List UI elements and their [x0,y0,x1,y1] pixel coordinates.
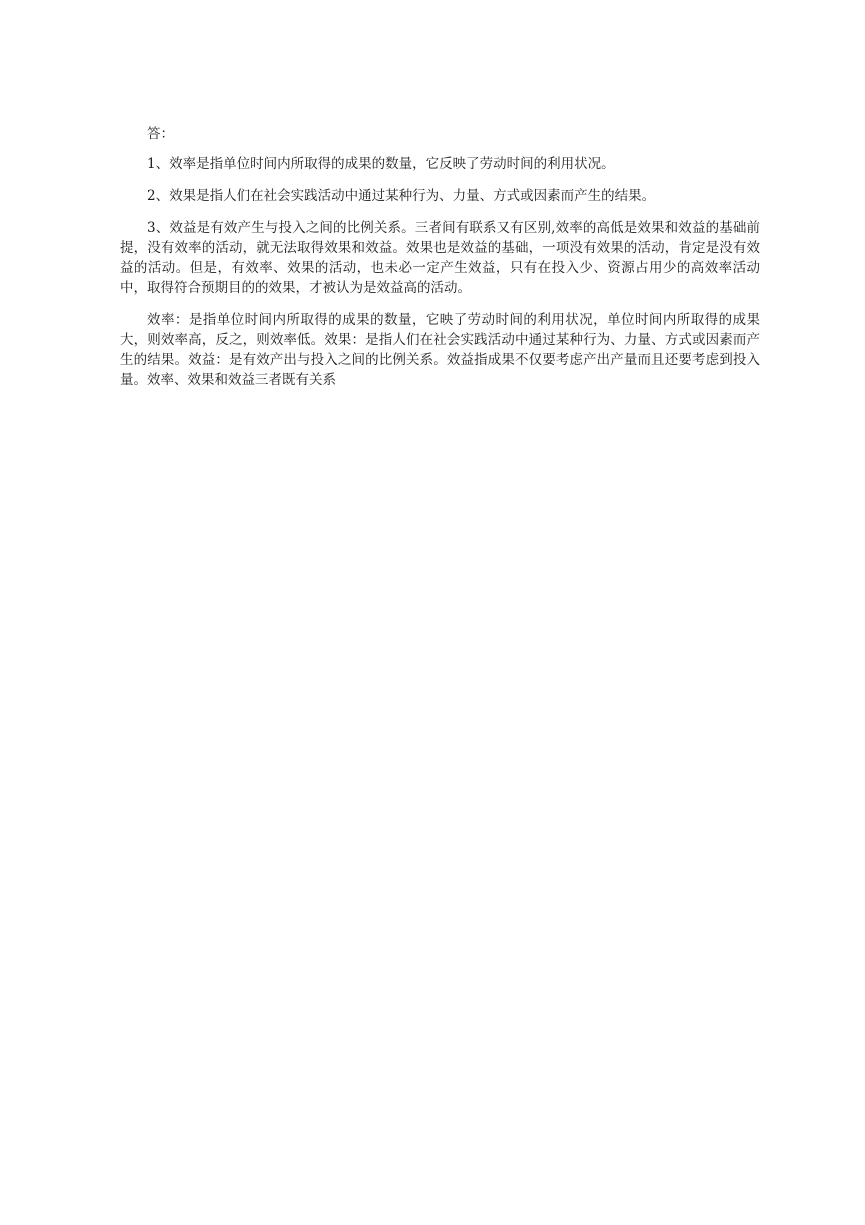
paragraph-2: 2、效果是指人们在社会实践活动中通过某种行为、力量、方式或因素而产生的结果。 [147,188,656,204]
paragraph-1: 1、效率是指单位时间内所取得的成果的数量，它反映了劳动时间的利用状况。 [147,156,615,172]
answer-label: 答： [147,126,174,142]
document-body [120,124,760,402]
paragraph-4: 效率：是指单位时间内所取得的成果的数量，它映了劳动时间的利用状况，单位时间内所取得的成果大，则效率高，反之，则效率低。效果：是指人们在社会实践活动中通过某种行为、力量、方式或因素而产生的结果。效益：是有效产出与投入之间的比例关系。效益指成果不仅要考虑产出产量而且还要考虑到投入量。效率、效果和效益三者既有关系 [120,312,760,388]
paragraph-3: 3、效益是有效产生与投入之间的比例关系。三者间有联系又有区别,效率的高低是效果和效益的基础前提，没有效率的活动，就无法取得效果和效益。效果也是效益的基础，一项没有效果的活动，肯定是没有效益的活动。但是，有效率、效果的活动，也未必一定产生效益，只有在投入少、资源占用少的高效率活动中，取得符合预期目的的效果，才被认为是效益高的活动。 [120,220,760,296]
